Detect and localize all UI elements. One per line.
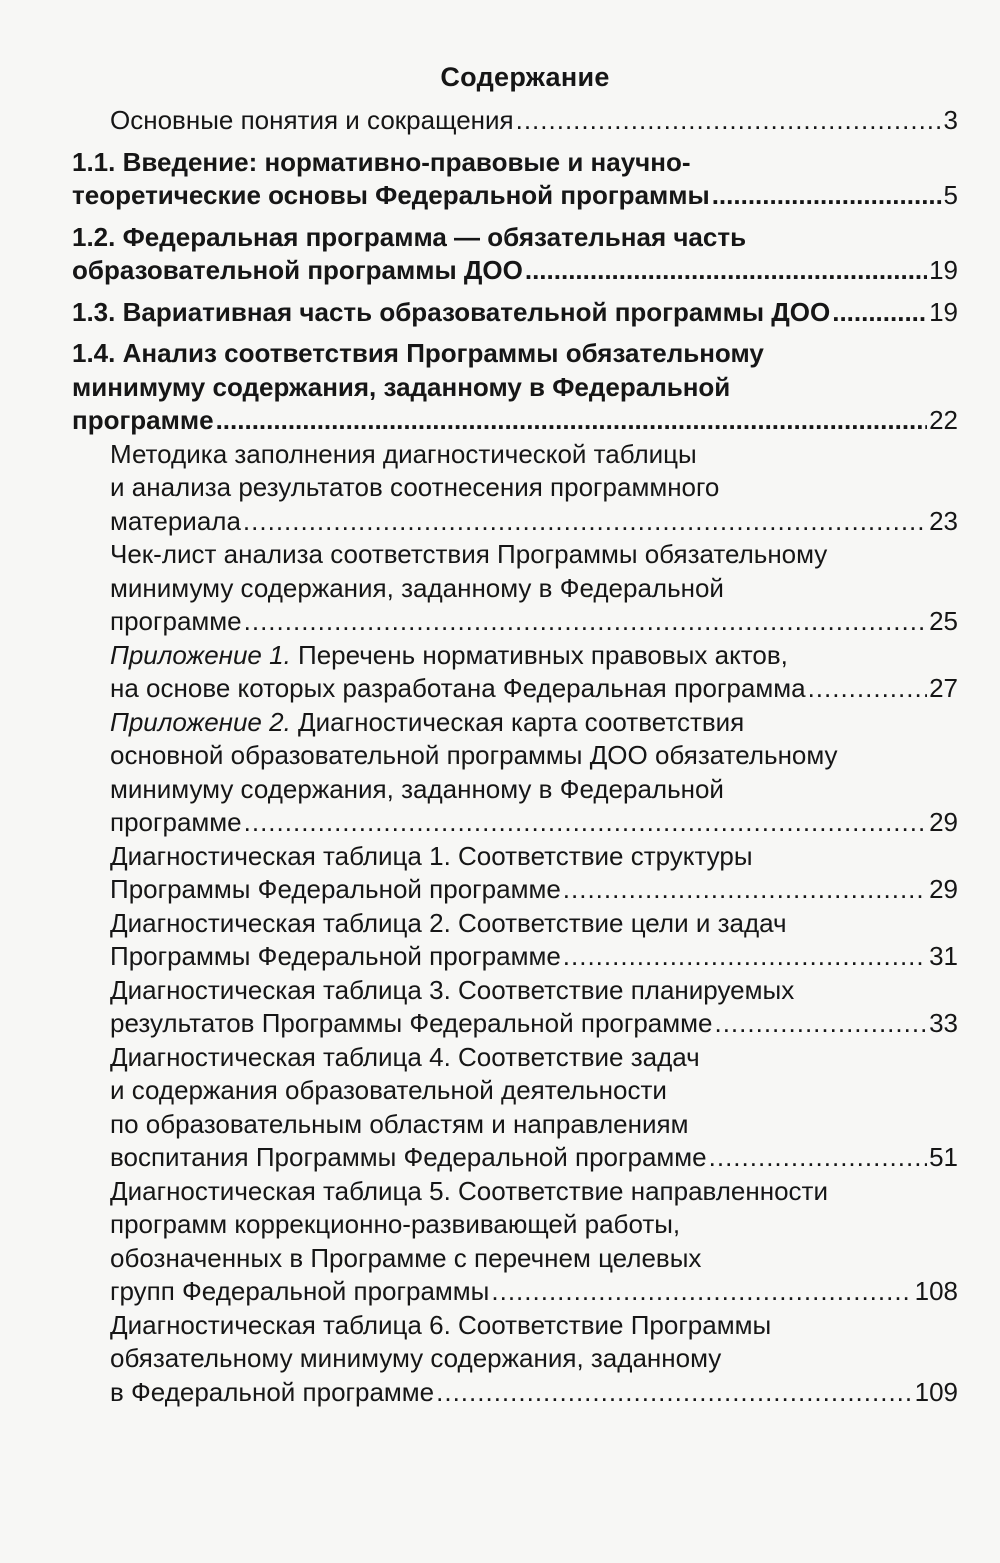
toc-entry-text: Диагностическая таблица 4. Соответствие задач (110, 1041, 700, 1072)
toc-entry-text: Программы Федеральной программе (110, 874, 561, 904)
toc-entry[interactable] (72, 146, 958, 213)
page-number: 109 (914, 1376, 958, 1407)
page-number: 25 (929, 606, 958, 636)
leader-dots (525, 254, 927, 288)
page-number: 22 (929, 405, 958, 435)
leader-dots (563, 940, 927, 974)
appendix-label: Приложение 1. (110, 639, 291, 670)
leader-dots (563, 873, 927, 907)
toc-entry[interactable] (110, 538, 958, 639)
toc-entry-text: программе (110, 606, 242, 636)
toc-entry-text: Диагностическая таблица 5. Соответствие направленности (110, 1175, 828, 1206)
toc-entry-text: обязательному минимуму содержания, заданному (110, 1343, 722, 1373)
toc-entry[interactable] (110, 1175, 958, 1309)
leader-dots (436, 1376, 912, 1410)
toc-entry-text: программе (110, 807, 242, 837)
toc-entry-text: 1.3. Вариативная часть образовательной программы ДОО (72, 296, 831, 327)
toc-entry[interactable] (110, 438, 958, 539)
page-number: 5 (943, 180, 958, 210)
toc-entry[interactable] (72, 337, 958, 438)
toc-entry-text: 1.1. Введение: нормативно-правовые и научно- (72, 146, 691, 177)
toc-entry-text: в Федеральной программе (110, 1376, 435, 1407)
toc-entry[interactable] (72, 221, 958, 288)
toc-entry-text: Диагностическая карта соответствия (290, 706, 745, 737)
toc-entry-text: на основе которых разработана Федеральная программа (110, 673, 806, 703)
toc-entry[interactable] (110, 1041, 958, 1175)
leader-dots (709, 1141, 927, 1175)
toc-entry-text: Методика заполнения диагностической таблицы (110, 438, 697, 469)
page-number: 33 (929, 1008, 958, 1038)
toc-entry-text: Диагностическая таблица 1. Соответствие структуры (110, 840, 753, 871)
toc-entry-text: минимуму содержания, заданному в Федеральной (110, 773, 724, 804)
toc-entry[interactable] (72, 296, 958, 330)
page-number: 108 (914, 1276, 958, 1306)
leader-dots (712, 179, 942, 213)
leader-dots (243, 505, 927, 539)
page-number: 31 (929, 941, 958, 971)
toc-entry-text: обозначенных в Программе с перечнем целевых (110, 1242, 702, 1273)
leader-dots (491, 1275, 912, 1309)
toc-entry-text: Программы Федеральной программе (110, 941, 561, 971)
leader-dots (244, 605, 927, 639)
toc-entry-text: и содержания образовательной деятельности (110, 1075, 667, 1105)
toc-entry-text: материала (110, 505, 241, 536)
toc-entry-text: минимуму содержания, заданному в Федеральной (110, 572, 724, 603)
toc-entry-text: программ коррекционно-развивающей работы, (110, 1209, 681, 1239)
toc-entry-text: основной образовательной программы ДОО обязательному (110, 740, 838, 770)
page-number: 29 (929, 874, 958, 904)
toc-entry-text: программе (72, 405, 214, 435)
toc-entry-text: Диагностическая таблица 3. Соответствие планируемых (110, 974, 795, 1005)
leader-dots (832, 296, 927, 330)
toc-entry[interactable] (110, 907, 958, 974)
page-number: 3 (943, 105, 958, 135)
leader-dots (808, 672, 928, 706)
toc-entry-text: теоретические основы Федеральной программы (72, 180, 710, 210)
toc-entry[interactable] (110, 974, 958, 1041)
toc-entry[interactable] (110, 706, 958, 840)
toc-entry-text: образовательной программы ДОО (72, 255, 523, 285)
table-of-contents (72, 104, 958, 1409)
toc-entry[interactable] (110, 639, 958, 706)
toc-entry-text: Основные понятия и сокращения (110, 105, 514, 135)
toc-entry[interactable] (110, 840, 958, 907)
toc-entry-text: Диагностическая таблица 2. Соответствие цели и задач (110, 907, 787, 938)
page-number: 19 (929, 255, 958, 285)
toc-entry-text: Чек-лист анализа соответствия Программы обязательному (110, 539, 828, 569)
page-number: 19 (929, 296, 958, 327)
page-number: 51 (929, 1142, 958, 1172)
leader-dots (216, 404, 928, 438)
page-title: Содержание (440, 62, 610, 92)
leader-dots (516, 104, 942, 138)
toc-entry-text: 1.2. Федеральная программа — обязательная часть (72, 221, 747, 252)
toc-entry-text: групп Федеральной программы (110, 1276, 490, 1306)
page-number: 27 (929, 673, 958, 703)
page-number: 23 (929, 505, 958, 536)
toc-entry-text: Перечень нормативных правовых актов, (290, 639, 788, 670)
leader-dots (244, 806, 927, 840)
toc-entry[interactable] (110, 104, 958, 138)
page-number: 29 (929, 807, 958, 837)
leader-dots (714, 1007, 927, 1041)
toc-entry-text: по образовательным областям и направлениям (110, 1108, 689, 1139)
appendix-label: Приложение 2. (110, 706, 291, 737)
toc-entry-text: и анализа результатов соотнесения программного (110, 472, 720, 502)
toc-entry-text: минимуму содержания, заданному в Федеральной (72, 371, 731, 402)
toc-entry-text: результатов Программы Федеральной программе (110, 1008, 713, 1038)
toc-entry[interactable] (110, 1309, 958, 1410)
toc-entry-text: воспитания Программы Федеральной программе (110, 1142, 707, 1172)
toc-entry-text: Диагностическая таблица 6. Соответствие Программы (110, 1309, 772, 1340)
toc-entry-text: 1.4. Анализ соответствия Программы обязательному (72, 338, 764, 368)
document-page (72, 60, 958, 1409)
